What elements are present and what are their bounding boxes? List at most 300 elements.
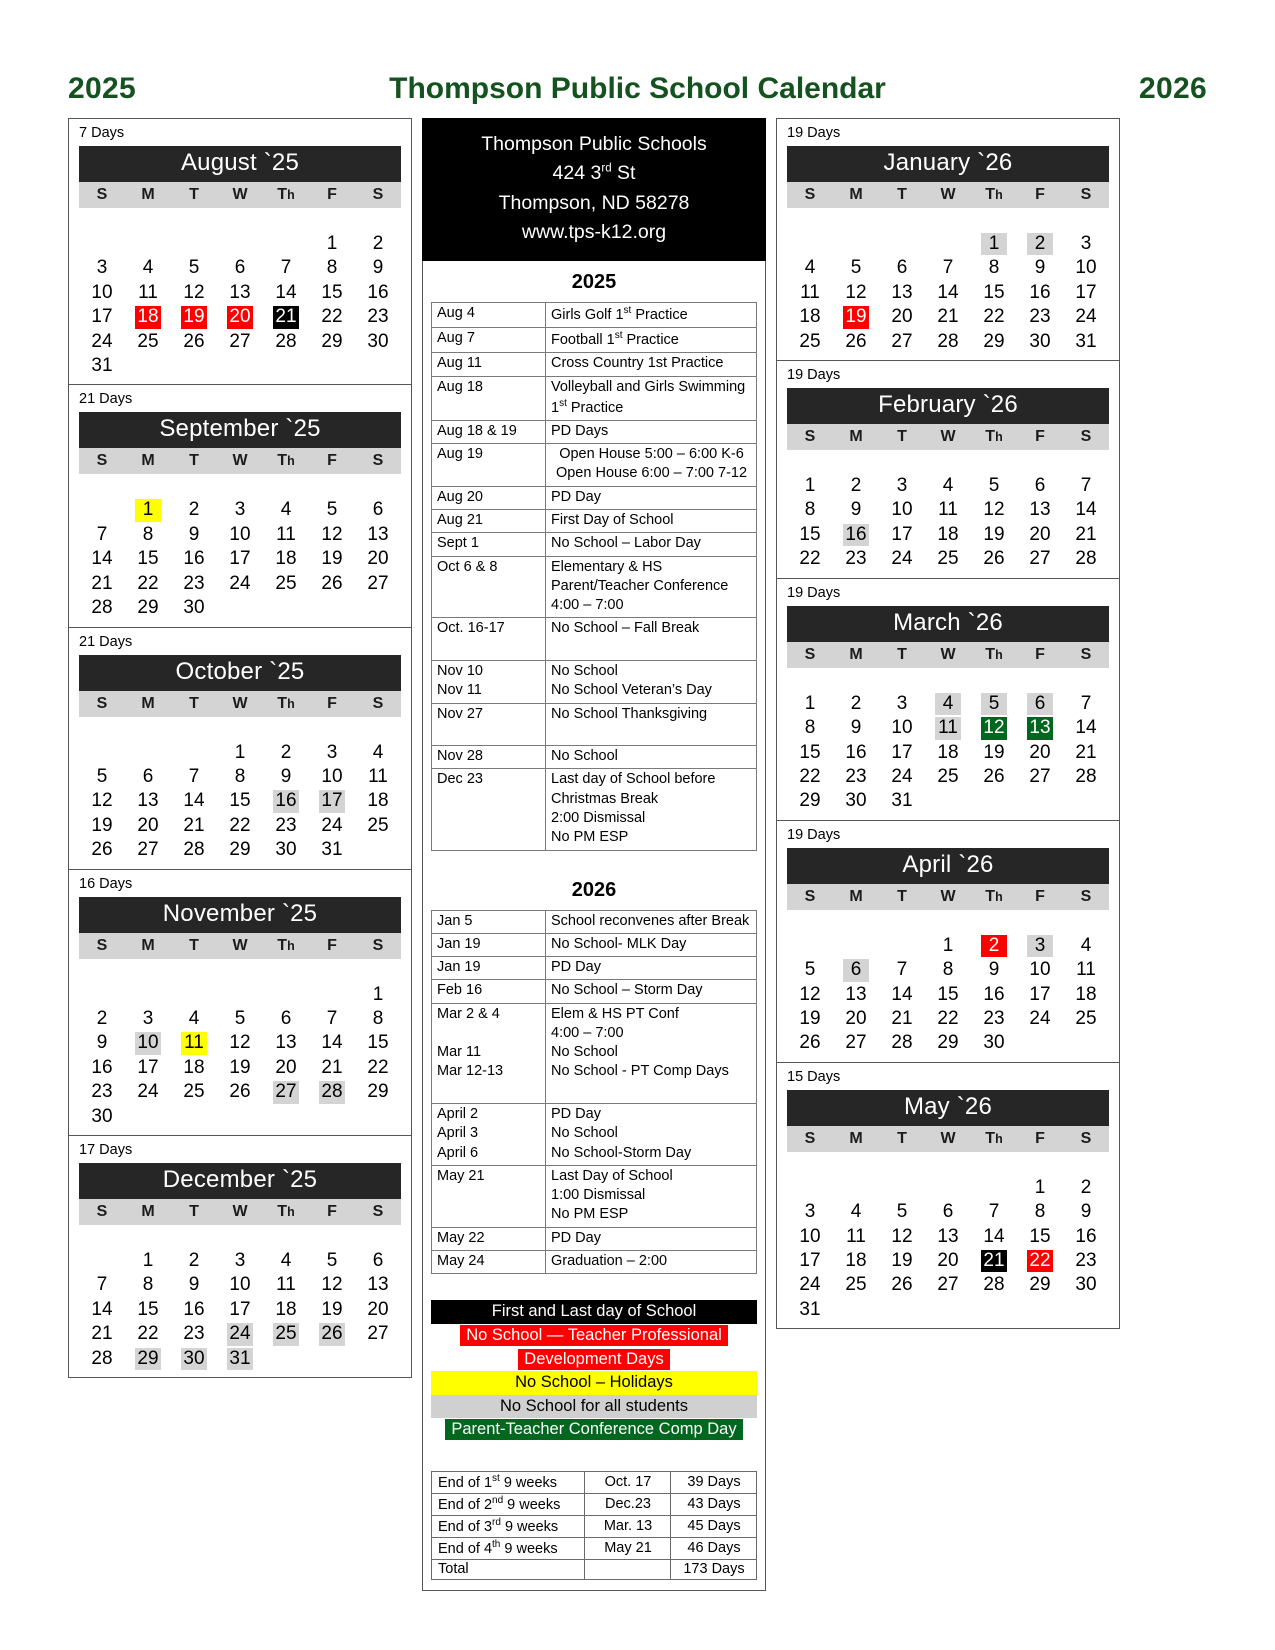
calendar-day-cell[interactable] — [355, 256, 401, 280]
calendar-day-cell[interactable] — [217, 498, 263, 522]
calendar-day-cell[interactable] — [833, 1031, 879, 1055]
calendar-day-cell[interactable] — [971, 547, 1017, 571]
calendar-day-cell[interactable] — [171, 1007, 217, 1031]
calendar-day-cell[interactable] — [309, 547, 355, 571]
calendar-day-cell[interactable] — [1063, 281, 1109, 305]
calendar-day-cell[interactable] — [879, 716, 925, 740]
calendar-day-cell[interactable] — [1017, 498, 1063, 522]
calendar-day-cell[interactable] — [925, 305, 971, 329]
calendar-day-cell[interactable] — [971, 934, 1017, 958]
calendar-day-cell[interactable] — [1063, 305, 1109, 329]
calendar-day-cell[interactable] — [79, 1298, 125, 1322]
calendar-day-cell[interactable] — [833, 330, 879, 354]
calendar-day-cell[interactable] — [217, 1347, 263, 1371]
calendar-day-cell[interactable] — [79, 330, 125, 354]
calendar-day-cell[interactable] — [1017, 934, 1063, 958]
calendar-day-cell[interactable] — [925, 1225, 971, 1249]
calendar-day-cell[interactable] — [787, 741, 833, 765]
calendar-day-cell[interactable] — [309, 1056, 355, 1080]
calendar-day-cell[interactable] — [925, 765, 971, 789]
calendar-day-cell[interactable] — [125, 572, 171, 596]
calendar-day-cell[interactable] — [217, 1273, 263, 1297]
calendar-day-cell[interactable] — [309, 305, 355, 329]
calendar-day-cell[interactable] — [971, 281, 1017, 305]
calendar-day-cell[interactable] — [171, 1249, 217, 1273]
calendar-day-cell[interactable] — [263, 814, 309, 838]
calendar-day-cell[interactable] — [787, 547, 833, 571]
calendar-day-cell[interactable] — [833, 1225, 879, 1249]
calendar-day-cell[interactable] — [879, 547, 925, 571]
calendar-day-cell[interactable] — [1017, 1273, 1063, 1297]
calendar-day-cell[interactable] — [925, 741, 971, 765]
calendar-day-cell[interactable] — [971, 1249, 1017, 1273]
calendar-day-cell[interactable] — [1063, 547, 1109, 571]
calendar-day-cell[interactable] — [1017, 547, 1063, 571]
calendar-day-cell[interactable] — [263, 1249, 309, 1273]
calendar-day-cell[interactable] — [79, 814, 125, 838]
calendar-day-cell[interactable] — [355, 523, 401, 547]
calendar-day-cell[interactable] — [355, 1080, 401, 1104]
calendar-day-cell[interactable] — [787, 330, 833, 354]
calendar-day-cell[interactable] — [1063, 741, 1109, 765]
calendar-day-cell[interactable] — [879, 1007, 925, 1031]
calendar-day-cell[interactable] — [79, 1080, 125, 1104]
calendar-day-cell[interactable] — [971, 474, 1017, 498]
calendar-day-cell[interactable] — [833, 958, 879, 982]
calendar-day-cell[interactable] — [879, 1225, 925, 1249]
calendar-day-cell[interactable] — [263, 281, 309, 305]
calendar-day-cell[interactable] — [125, 838, 171, 862]
calendar-day-cell[interactable] — [971, 958, 1017, 982]
calendar-day-cell[interactable] — [925, 498, 971, 522]
calendar-day-cell[interactable] — [309, 1273, 355, 1297]
calendar-day-cell[interactable] — [263, 523, 309, 547]
calendar-day-cell[interactable] — [79, 305, 125, 329]
calendar-day-cell[interactable] — [787, 958, 833, 982]
calendar-day-cell[interactable] — [971, 1007, 1017, 1031]
calendar-day-cell[interactable] — [125, 765, 171, 789]
calendar-day-cell[interactable] — [787, 1007, 833, 1031]
calendar-day-cell[interactable] — [79, 1273, 125, 1297]
calendar-day-cell[interactable] — [171, 1056, 217, 1080]
calendar-day-cell[interactable] — [925, 1273, 971, 1297]
calendar-day-cell[interactable] — [787, 1249, 833, 1273]
calendar-day-cell[interactable] — [309, 572, 355, 596]
calendar-day-cell[interactable] — [925, 256, 971, 280]
calendar-day-cell[interactable] — [833, 765, 879, 789]
calendar-day-cell[interactable] — [833, 474, 879, 498]
calendar-day-cell[interactable] — [217, 1080, 263, 1104]
calendar-day-cell[interactable] — [309, 1007, 355, 1031]
calendar-day-cell[interactable] — [787, 256, 833, 280]
calendar-day-cell[interactable] — [971, 765, 1017, 789]
calendar-day-cell[interactable] — [879, 305, 925, 329]
calendar-day-cell[interactable] — [217, 523, 263, 547]
calendar-day-cell[interactable] — [217, 765, 263, 789]
calendar-day-cell[interactable] — [217, 330, 263, 354]
calendar-day-cell[interactable] — [971, 1031, 1017, 1055]
calendar-day-cell[interactable] — [879, 692, 925, 716]
calendar-day-cell[interactable] — [309, 523, 355, 547]
calendar-day-cell[interactable] — [79, 523, 125, 547]
calendar-day-cell[interactable] — [125, 1347, 171, 1371]
calendar-day-cell[interactable] — [787, 1298, 833, 1322]
calendar-day-cell[interactable] — [971, 305, 1017, 329]
calendar-day-cell[interactable] — [171, 789, 217, 813]
calendar-day-cell[interactable] — [833, 281, 879, 305]
calendar-day-cell[interactable] — [1017, 1176, 1063, 1200]
calendar-day-cell[interactable] — [355, 281, 401, 305]
calendar-day-cell[interactable] — [125, 1031, 171, 1055]
calendar-day-cell[interactable] — [309, 838, 355, 862]
calendar-day-cell[interactable] — [833, 692, 879, 716]
calendar-day-cell[interactable] — [355, 765, 401, 789]
calendar-day-cell[interactable] — [1063, 958, 1109, 982]
calendar-day-cell[interactable] — [309, 232, 355, 256]
calendar-day-cell[interactable] — [263, 1298, 309, 1322]
calendar-day-cell[interactable] — [1017, 692, 1063, 716]
calendar-day-cell[interactable] — [879, 523, 925, 547]
calendar-day-cell[interactable] — [125, 547, 171, 571]
calendar-day-cell[interactable] — [971, 716, 1017, 740]
calendar-day-cell[interactable] — [79, 596, 125, 620]
calendar-day-cell[interactable] — [1063, 523, 1109, 547]
calendar-day-cell[interactable] — [787, 1031, 833, 1055]
calendar-day-cell[interactable] — [1063, 1273, 1109, 1297]
calendar-day-cell[interactable] — [125, 281, 171, 305]
calendar-day-cell[interactable] — [1017, 1007, 1063, 1031]
calendar-day-cell[interactable] — [217, 281, 263, 305]
calendar-day-cell[interactable] — [1017, 523, 1063, 547]
calendar-day-cell[interactable] — [1063, 716, 1109, 740]
calendar-day-cell[interactable] — [263, 572, 309, 596]
calendar-day-cell[interactable] — [1017, 232, 1063, 256]
calendar-day-cell[interactable] — [79, 1322, 125, 1346]
calendar-day-cell[interactable] — [355, 1273, 401, 1297]
calendar-day-cell[interactable] — [309, 1298, 355, 1322]
calendar-day-cell[interactable] — [309, 281, 355, 305]
calendar-day-cell[interactable] — [1063, 1200, 1109, 1224]
calendar-day-cell[interactable] — [217, 1056, 263, 1080]
calendar-day-cell[interactable] — [1017, 983, 1063, 1007]
calendar-day-cell[interactable] — [879, 983, 925, 1007]
calendar-day-cell[interactable] — [217, 741, 263, 765]
calendar-day-cell[interactable] — [879, 1200, 925, 1224]
calendar-day-cell[interactable] — [217, 547, 263, 571]
calendar-day-cell[interactable] — [125, 1249, 171, 1273]
calendar-day-cell[interactable] — [925, 1200, 971, 1224]
calendar-day-cell[interactable] — [971, 983, 1017, 1007]
calendar-day-cell[interactable] — [171, 814, 217, 838]
calendar-day-cell[interactable] — [355, 498, 401, 522]
calendar-day-cell[interactable] — [355, 741, 401, 765]
calendar-day-cell[interactable] — [971, 256, 1017, 280]
calendar-day-cell[interactable] — [1017, 256, 1063, 280]
calendar-day-cell[interactable] — [171, 498, 217, 522]
calendar-day-cell[interactable] — [879, 741, 925, 765]
calendar-day-cell[interactable] — [79, 572, 125, 596]
calendar-day-cell[interactable] — [833, 741, 879, 765]
calendar-day-cell[interactable] — [1017, 1225, 1063, 1249]
calendar-day-cell[interactable] — [355, 814, 401, 838]
calendar-day-cell[interactable] — [1063, 1225, 1109, 1249]
calendar-day-cell[interactable] — [309, 1249, 355, 1273]
calendar-day-cell[interactable] — [787, 281, 833, 305]
calendar-day-cell[interactable] — [879, 765, 925, 789]
calendar-day-cell[interactable] — [1017, 741, 1063, 765]
calendar-day-cell[interactable] — [925, 1007, 971, 1031]
calendar-day-cell[interactable] — [1063, 1249, 1109, 1273]
calendar-day-cell[interactable] — [217, 1031, 263, 1055]
calendar-day-cell[interactable] — [879, 1031, 925, 1055]
calendar-day-cell[interactable] — [263, 741, 309, 765]
calendar-day-cell[interactable] — [217, 1298, 263, 1322]
calendar-day-cell[interactable] — [925, 934, 971, 958]
calendar-day-cell[interactable] — [217, 1249, 263, 1273]
calendar-day-cell[interactable] — [125, 1273, 171, 1297]
calendar-day-cell[interactable] — [1017, 305, 1063, 329]
school-website[interactable]: www.tps-k12.org — [521, 220, 667, 243]
calendar-day-cell[interactable] — [971, 498, 1017, 522]
calendar-day-cell[interactable] — [355, 1322, 401, 1346]
calendar-day-cell[interactable] — [355, 330, 401, 354]
calendar-day-cell[interactable] — [833, 1249, 879, 1273]
calendar-day-cell[interactable] — [263, 838, 309, 862]
calendar-day-cell[interactable] — [355, 1298, 401, 1322]
calendar-day-cell[interactable] — [1017, 1249, 1063, 1273]
calendar-day-cell[interactable] — [171, 765, 217, 789]
calendar-day-cell[interactable] — [355, 983, 401, 1007]
calendar-day-cell[interactable] — [1063, 1007, 1109, 1031]
calendar-day-cell[interactable] — [171, 572, 217, 596]
calendar-day-cell[interactable] — [79, 1007, 125, 1031]
calendar-day-cell[interactable] — [309, 1322, 355, 1346]
calendar-day-cell[interactable] — [125, 523, 171, 547]
calendar-day-cell[interactable] — [971, 1200, 1017, 1224]
calendar-day-cell[interactable] — [125, 789, 171, 813]
calendar-day-cell[interactable] — [833, 1273, 879, 1297]
calendar-day-cell[interactable] — [171, 281, 217, 305]
calendar-day-cell[interactable] — [125, 330, 171, 354]
calendar-day-cell[interactable] — [1063, 692, 1109, 716]
calendar-day-cell[interactable] — [1063, 498, 1109, 522]
calendar-day-cell[interactable] — [1017, 281, 1063, 305]
calendar-day-cell[interactable] — [971, 741, 1017, 765]
calendar-day-cell[interactable] — [1063, 765, 1109, 789]
calendar-day-cell[interactable] — [925, 958, 971, 982]
calendar-day-cell[interactable] — [217, 305, 263, 329]
calendar-day-cell[interactable] — [1063, 474, 1109, 498]
calendar-day-cell[interactable] — [1063, 934, 1109, 958]
calendar-day-cell[interactable] — [125, 498, 171, 522]
calendar-day-cell[interactable] — [355, 1249, 401, 1273]
calendar-day-cell[interactable] — [879, 789, 925, 813]
calendar-day-cell[interactable] — [125, 814, 171, 838]
calendar-day-cell[interactable] — [355, 789, 401, 813]
calendar-day-cell[interactable] — [833, 498, 879, 522]
calendar-day-cell[interactable] — [833, 983, 879, 1007]
calendar-day-cell[interactable] — [787, 692, 833, 716]
calendar-day-cell[interactable] — [125, 1007, 171, 1031]
calendar-day-cell[interactable] — [879, 958, 925, 982]
calendar-day-cell[interactable] — [263, 330, 309, 354]
calendar-day-cell[interactable] — [879, 281, 925, 305]
calendar-day-cell[interactable] — [925, 330, 971, 354]
calendar-day-cell[interactable] — [787, 1273, 833, 1297]
calendar-day-cell[interactable] — [309, 1031, 355, 1055]
calendar-day-cell[interactable] — [971, 1273, 1017, 1297]
calendar-day-cell[interactable] — [355, 1007, 401, 1031]
calendar-day-cell[interactable] — [1017, 330, 1063, 354]
calendar-day-cell[interactable] — [879, 474, 925, 498]
calendar-day-cell[interactable] — [309, 789, 355, 813]
calendar-day-cell[interactable] — [879, 256, 925, 280]
calendar-day-cell[interactable] — [263, 1273, 309, 1297]
calendar-day-cell[interactable] — [309, 741, 355, 765]
calendar-day-cell[interactable] — [125, 1322, 171, 1346]
calendar-day-cell[interactable] — [217, 789, 263, 813]
calendar-day-cell[interactable] — [171, 1347, 217, 1371]
calendar-day-cell[interactable] — [263, 1007, 309, 1031]
calendar-day-cell[interactable] — [171, 256, 217, 280]
calendar-day-cell[interactable] — [879, 1249, 925, 1273]
calendar-day-cell[interactable] — [79, 547, 125, 571]
calendar-day-cell[interactable] — [925, 523, 971, 547]
calendar-day-cell[interactable] — [125, 1056, 171, 1080]
calendar-day-cell[interactable] — [125, 1298, 171, 1322]
calendar-day-cell[interactable] — [263, 256, 309, 280]
calendar-day-cell[interactable] — [125, 1080, 171, 1104]
calendar-day-cell[interactable] — [925, 547, 971, 571]
calendar-day-cell[interactable] — [787, 716, 833, 740]
calendar-day-cell[interactable] — [787, 1200, 833, 1224]
calendar-day-cell[interactable] — [971, 232, 1017, 256]
calendar-day-cell[interactable] — [309, 765, 355, 789]
calendar-day-cell[interactable] — [171, 547, 217, 571]
calendar-day-cell[interactable] — [171, 838, 217, 862]
calendar-day-cell[interactable] — [1063, 1176, 1109, 1200]
calendar-day-cell[interactable] — [171, 1031, 217, 1055]
calendar-day-cell[interactable] — [79, 281, 125, 305]
calendar-day-cell[interactable] — [263, 789, 309, 813]
calendar-day-cell[interactable] — [1063, 330, 1109, 354]
calendar-day-cell[interactable] — [787, 523, 833, 547]
calendar-day-cell[interactable] — [787, 789, 833, 813]
calendar-day-cell[interactable] — [879, 498, 925, 522]
calendar-day-cell[interactable] — [217, 814, 263, 838]
calendar-day-cell[interactable] — [125, 596, 171, 620]
calendar-day-cell[interactable] — [355, 232, 401, 256]
calendar-day-cell[interactable] — [1063, 256, 1109, 280]
calendar-day-cell[interactable] — [171, 1080, 217, 1104]
calendar-day-cell[interactable] — [787, 765, 833, 789]
calendar-day-cell[interactable] — [355, 547, 401, 571]
calendar-day-cell[interactable] — [833, 305, 879, 329]
calendar-day-cell[interactable] — [263, 498, 309, 522]
calendar-day-cell[interactable] — [971, 330, 1017, 354]
calendar-day-cell[interactable] — [355, 572, 401, 596]
calendar-day-cell[interactable] — [787, 1225, 833, 1249]
calendar-day-cell[interactable] — [79, 789, 125, 813]
calendar-day-cell[interactable] — [787, 983, 833, 1007]
calendar-day-cell[interactable] — [833, 523, 879, 547]
calendar-day-cell[interactable] — [263, 1322, 309, 1346]
calendar-day-cell[interactable] — [787, 474, 833, 498]
calendar-day-cell[interactable] — [925, 474, 971, 498]
calendar-day-cell[interactable] — [1063, 232, 1109, 256]
calendar-day-cell[interactable] — [925, 983, 971, 1007]
calendar-day-cell[interactable] — [217, 256, 263, 280]
calendar-day-cell[interactable] — [79, 838, 125, 862]
calendar-day-cell[interactable] — [925, 1031, 971, 1055]
calendar-day-cell[interactable] — [833, 256, 879, 280]
calendar-day-cell[interactable] — [833, 1200, 879, 1224]
calendar-day-cell[interactable] — [309, 1080, 355, 1104]
calendar-day-cell[interactable] — [879, 1273, 925, 1297]
calendar-day-cell[interactable] — [355, 1031, 401, 1055]
calendar-day-cell[interactable] — [971, 1225, 1017, 1249]
calendar-day-cell[interactable] — [171, 1273, 217, 1297]
calendar-day-cell[interactable] — [925, 692, 971, 716]
calendar-day-cell[interactable] — [263, 305, 309, 329]
calendar-day-cell[interactable] — [79, 1031, 125, 1055]
calendar-day-cell[interactable] — [171, 523, 217, 547]
calendar-day-cell[interactable] — [833, 716, 879, 740]
calendar-day-cell[interactable] — [217, 1322, 263, 1346]
calendar-day-cell[interactable] — [833, 547, 879, 571]
calendar-day-cell[interactable] — [171, 330, 217, 354]
calendar-day-cell[interactable] — [833, 1007, 879, 1031]
calendar-day-cell[interactable] — [125, 256, 171, 280]
calendar-day-cell[interactable] — [1017, 474, 1063, 498]
calendar-day-cell[interactable] — [355, 305, 401, 329]
calendar-day-cell[interactable] — [925, 1249, 971, 1273]
calendar-day-cell[interactable] — [355, 1056, 401, 1080]
calendar-day-cell[interactable] — [263, 1056, 309, 1080]
calendar-day-cell[interactable] — [79, 256, 125, 280]
calendar-day-cell[interactable] — [217, 838, 263, 862]
calendar-day-cell[interactable] — [79, 354, 125, 378]
calendar-day-cell[interactable] — [971, 523, 1017, 547]
calendar-day-cell[interactable] — [309, 498, 355, 522]
calendar-day-cell[interactable] — [1017, 765, 1063, 789]
calendar-day-cell[interactable] — [925, 716, 971, 740]
calendar-day-cell[interactable] — [263, 1031, 309, 1055]
calendar-day-cell[interactable] — [171, 596, 217, 620]
calendar-day-cell[interactable] — [125, 305, 171, 329]
calendar-day-cell[interactable] — [79, 765, 125, 789]
calendar-day-cell[interactable] — [263, 547, 309, 571]
calendar-day-cell[interactable] — [217, 572, 263, 596]
calendar-day-cell[interactable] — [971, 692, 1017, 716]
calendar-day-cell[interactable] — [217, 1007, 263, 1031]
calendar-day-cell[interactable] — [79, 1105, 125, 1129]
calendar-day-cell[interactable] — [879, 330, 925, 354]
calendar-day-cell[interactable] — [171, 305, 217, 329]
calendar-day-cell[interactable] — [263, 1080, 309, 1104]
calendar-day-cell[interactable] — [787, 305, 833, 329]
calendar-day-cell[interactable] — [309, 330, 355, 354]
calendar-day-cell[interactable] — [79, 1347, 125, 1371]
calendar-day-cell[interactable] — [79, 1056, 125, 1080]
calendar-day-cell[interactable] — [787, 498, 833, 522]
calendar-day-cell[interactable] — [1017, 1200, 1063, 1224]
calendar-day-cell[interactable] — [1063, 983, 1109, 1007]
calendar-day-cell[interactable] — [833, 789, 879, 813]
calendar-day-cell[interactable] — [1017, 716, 1063, 740]
calendar-day-cell[interactable] — [309, 256, 355, 280]
calendar-day-cell[interactable] — [171, 1298, 217, 1322]
